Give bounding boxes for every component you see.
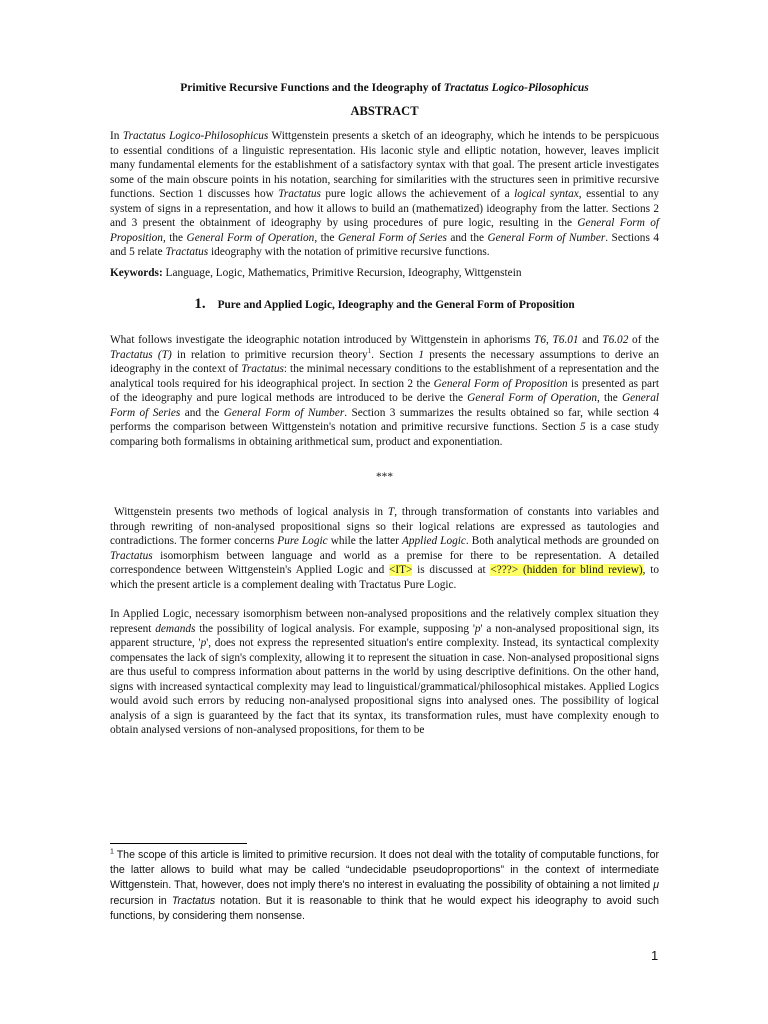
page-number: 1	[651, 948, 659, 963]
highlight-blind-review: <???> (hidden for blind review)	[490, 564, 643, 576]
title-italic: Tractatus Logico-Pilosophicus	[443, 82, 589, 94]
paper-title	[110, 80, 659, 96]
body-paragraph-1: What follows investigate the ideographic notation introduced by Wittgenstein in aphorisms T6, T6.01 and T6.02 of the Tractatus (T) in relation to primitive recursion theory$^1$. Section 1 presents the necessary assumptions to derive an ideography in the context of Tractatus: the minimal necessary conditions to the establishment of a representation and the analytical tools required for his ideographical project. In section 2 the General Form of Proposition is presented as part of the ideography and pure logical methods are introduced to be derive the General Form of Operation, the General Form of Series and the General Form of Number. Section 3 summarizes the results obtained so far, while section 4 performs the comparison between Wittgenstein's notation and primitive recursive functions. Section 5 is a case study comparing both formalisms in obtaining arithmetical sum, product and exponentiation.	[110, 334, 660, 448]
footnote-marker: 1	[110, 848, 114, 856]
section-heading	[110, 296, 659, 313]
body-paragraph-3: In Applied Logic, necessary isomorphism between non-analysed propositions and the relatively complex situation they represent demands the possibility of logical analysis. For example, supposing 'p' a non-analysed propositional sign, its apparent structure, 'p', does not express the represented situation's entire complexity. Instead, its syntactical complexity compensates the lack of sign's complexity, allowing it to represent the situation in case. Non-analysed propositional signs are thus useful to compress information about patterns in the world by using descriptive definitions. On the other hand, signs with increased syntactical complexity may lead to linguistical/grammatical/philosophical mistakes. Applied Logics would avoid such errors by reducing non-analysed propositional signs into analysed ones. The possibility of logical analysis of a sign is guaranteed by the fact that its syntax, its transformation rules, must have complexity enough to obtain analysed versions of non-analysed propositions, for them to be	[110, 608, 660, 736]
footnote: $^1$ The scope of this article is limited to primitive recursion. It does not deal with the totality of computable functions, for the latter allows to build what may be called “undecidable pseudoproportions” in the context of intermediate Wittgenstein. That, however, does not imply there's no interest in evaluating the possibility of obtaining a not limited μ recursion in Tractatus notation. But it is reasonable to think that he would expect his ideography to avoid such functions, by considering them nonsense.	[110, 848, 660, 922]
title-text: Primitive Recursive Functions and the Ideography of	[180, 82, 444, 94]
footnote-divider	[110, 843, 247, 844]
abstract-paragraph: In Tractatus Logico-Philosophicus Wittgenstein presents a sketch of an ideography, which he intends to be perspicuous to essential conditions of a linguistic representation. His laconic style and elliptic notation, however, leaves implicit many fundamental elements for the establishment of a satisfactory syntax with that goal. The present article investigates some of the main obscure points in his notation, searching for similarities with the structures seen in primitive recursive functions. Section 1 discusses how Tractatus pure logic allows the achievement of a logical syntax, essential to any system of signs in a representation, and how it allows to build an (mathematized) ideography from the latter. Sections 2 and 3 present the obtainment of ideography by using procedures of pure logic, resulting in the General Form of Proposition, the General Form of Operation, the General Form of Series and the General Form of Number. Sections 4 and 5 relate Tractatus ideography with the notation of primitive recursive functions.	[110, 130, 660, 258]
highlight-it: <IT>	[388, 564, 413, 576]
abstract-heading: ABSTRACT	[350, 104, 419, 118]
body-paragraph-2: Wittgenstein presents two methods of logical analysis in T, through transformation of constants into variables and through rewriting of non-analysed propositional signs so their logical relations are expressed as tautologies and contradictions. The former concerns Pure Logic while the latter Applied Logic. Both analytical methods are grounded on Tractatus isomorphism between language and world as a premise for there to be representation. A detailed correspondence between Wittgenstein's Applied Logic and <IT> is discussed at <???> (hidden for blind review), to which the present article is a complement dealing with Tractatus Pure Logic.	[110, 506, 660, 591]
keywords-label: Keywords:	[110, 266, 163, 279]
section-number: 1.	[194, 296, 206, 312]
footnote-ref[interactable]: 1	[367, 346, 372, 355]
section-title: Pure and Applied Logic, Ideography and the General Form of Proposition	[217, 299, 575, 311]
keywords-text: Language, Logic, Mathematics, Primitive Recursion, Ideography, Wittgenstein	[162, 266, 522, 279]
section-separator: ***	[376, 471, 393, 483]
keywords	[110, 266, 659, 281]
document-page	[110, 80, 659, 738]
